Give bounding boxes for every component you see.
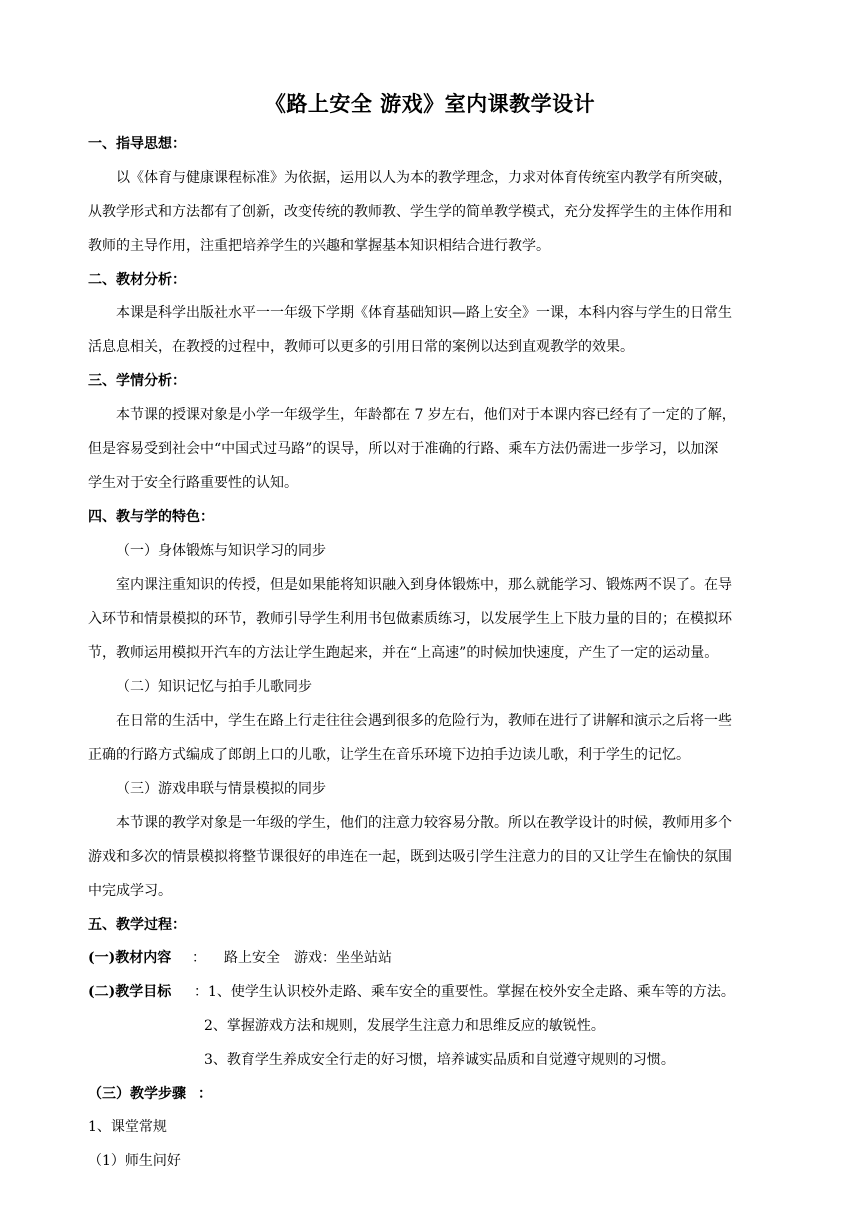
paragraph-line: 但是容易受到社会中“中国式过马路”的误导，所以对于准确的行路、乘车方法仍需进一步学习，以加深 xyxy=(88,441,719,457)
paragraph-line: 教师的主导作用，注重把培养学生的兴趣和掌握基本知识相结合进行教学。 xyxy=(88,238,550,254)
paragraph-line: 室内课注重知识的传授，但是如果能将知识融入到身体锻炼中，那么就能学习、锻炼两不误了。在导 xyxy=(116,577,732,593)
step-item: 1、课堂常规 xyxy=(88,1119,167,1135)
separator: ： xyxy=(192,950,206,966)
goal-item: 1、使学生认识校外走路、乘车安全的重要性。掌握在校外安全走路、乘车等的方法。 xyxy=(208,984,735,1000)
teaching-goal-row xyxy=(88,982,788,1002)
teaching-steps-label: （三）教学步骤 xyxy=(88,1086,186,1102)
paragraph-line: 在日常的生活中，学生在路上行走往往会遇到很多的危险行为，教师在进行了讲解和演示之后将一些 xyxy=(116,713,732,729)
paragraph-line: 本课是科学出版社水平一一年级下学期《体育基础知识—路上安全》一课，本科内容与学生的日常生 xyxy=(116,305,732,321)
teaching-content-label: (一)教材内容 xyxy=(88,950,172,966)
section-heading-material-analysis: 二、教材分析： xyxy=(88,272,186,288)
goal-item: 2、掌握游戏方法和规则，发展学生注意力和思维反应的敏锐性。 xyxy=(204,1018,605,1034)
paragraph-line: 本节课的教学对象是一年级的学生，他们的注意力较容易分散。所以在教学设计的时候，教师用多个 xyxy=(116,815,732,831)
section-heading-teaching-process: 五、教学过程： xyxy=(88,917,186,933)
paragraph-line: 入环节和情景模拟的环节，教师引导学生利用书包做素质练习，以发展学生上下肢力量的目的；在模拟环 xyxy=(88,611,732,627)
paragraph-line: 节，教师运用模拟开汽车的方法让学生跑起来，并在“上高速”的时候加快速度，产生了一定的运动量。 xyxy=(88,645,719,661)
step-subitem: （1）师生问好 xyxy=(88,1153,181,1169)
paragraph-line: 学生对于安全行路重要性的认知。 xyxy=(88,475,298,491)
subheading: （三）游戏串联与情景模拟的同步 xyxy=(116,781,326,797)
paragraph-line: 正确的行路方式编成了郎朗上口的儿歌，让学生在音乐环境下边拍手边读儿歌，利于学生的记忆。 xyxy=(88,747,690,763)
section-heading-guiding-thought: 一、指导思想： xyxy=(88,136,186,152)
teaching-steps-row xyxy=(88,1084,788,1104)
page-title: 《路上安全 游戏》室内课教学设计 xyxy=(264,91,596,116)
separator: ： xyxy=(194,984,208,1000)
teaching-content-row xyxy=(88,948,788,968)
separator: ： xyxy=(198,1086,212,1102)
paragraph-line: 以《体育与健康课程标准》为依据，运用以人为本的教学理念，力求对体育传统室内教学有所突破， xyxy=(116,170,732,186)
subheading: （一）身体锻炼与知识学习的同步 xyxy=(116,543,326,559)
teaching-content-value: 路上安全 游戏：坐坐站站 xyxy=(224,950,392,966)
teaching-goal-label: (二)教学目标 xyxy=(88,984,172,1000)
subheading: （二）知识记忆与拍手儿歌同步 xyxy=(116,679,312,695)
paragraph-line: 活息息相关，在教授的过程中，教师可以更多的引用日常的案例以达到直观教学的效果。 xyxy=(88,339,634,355)
goal-item: 3、教育学生养成安全行走的好习惯，培养诚实品质和自觉遵守规则的习惯。 xyxy=(204,1052,675,1068)
paragraph-line: 中完成学习。 xyxy=(88,883,172,899)
paragraph-line: 游戏和多次的情景模拟将整节课很好的串连在一起，既到达吸引学生注意力的目的又让学生在愉快的氛围 xyxy=(88,849,732,865)
section-heading-student-analysis: 三、学情分析： xyxy=(88,373,186,389)
paragraph-line: 本节课的授课对象是小学一年级学生，年龄都在 7 岁左右，他们对于本课内容已经有了一定的了解， xyxy=(116,407,736,423)
section-heading-features: 四、教与学的特色： xyxy=(88,509,214,525)
paragraph-line: 从教学形式和方法都有了创新，改变传统的教师教、学生学的简单教学模式，充分发挥学生的主体作用和 xyxy=(88,204,732,220)
